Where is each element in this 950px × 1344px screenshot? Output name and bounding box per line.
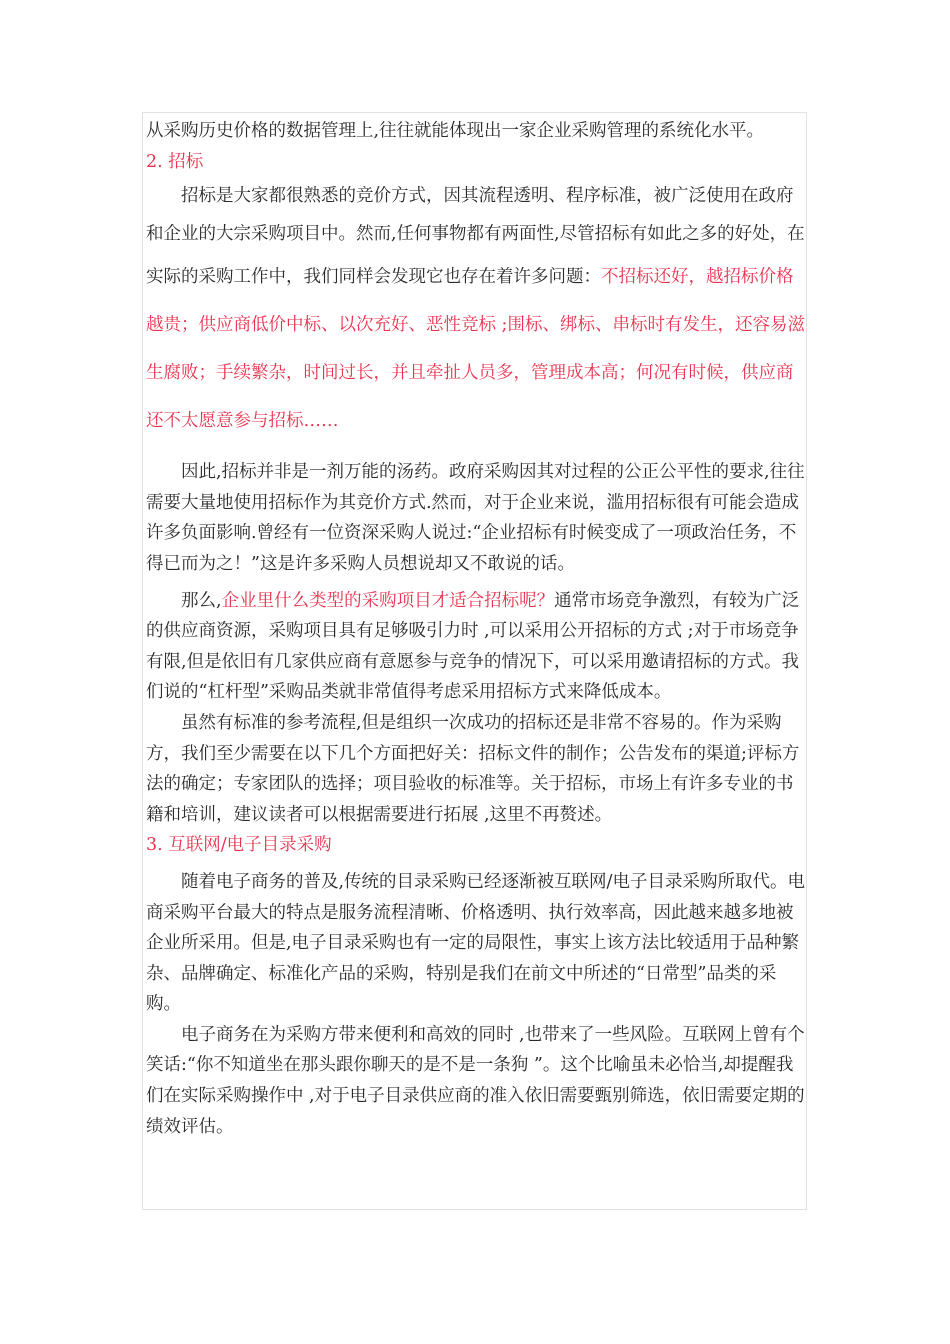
paragraph-suitable-projects [146,586,808,708]
bidding-problems-text: 不招标还好，越招标价格越贵；供应商低价中标、以次充好、恶性竞标 ;围标、绑标、串标时有发生，还容易滋生腐败；手续繁杂，时间过长，并且牵扯人员多，管理成本高；何况有时候，供应商还不太愿意参与招标…… [146,267,805,432]
paragraph-ecatalog-risk: 电子商务在为采购方带来便利和高效的同时 ,也带来了一些风险。互联网上曾有个笑话:“你不知道坐在那头跟你聊天的是不是一条狗 ”。这个比喻虽未必恰当,却提醒我们在实际采购操作中 ,对于电子目录供应商的准入依旧需要甄别筛选，依旧需要定期的绩效评估。 [146,1024,805,1137]
paragraph-bidding-process: 虽然有标准的参考流程,但是组织一次成功的招标还是非常不容易的。作为采购方，我们至少需要在以下几个方面把好关：招标文件的制作；公告发布的渠道;评标方法的确定；专家团队的选择；项目验收的标准等。关于招标，市场上有许多专业的书籍和培训，建议读者可以根据需要进行拓展 ,这里不再赘述。 [146,712,800,825]
bidding-intro-text: 招标是大家都很熟悉的竞价方式，因其流程透明、程序标准，被广泛使用在政府和企业的大宗采购项目中。然而,任何事物都有两面性,尽管招标有如此之多的好处，在实际的采购工作中，我们同样会发现它也存在着许多问题： [146,186,805,288]
suitable-answer: 为广泛的供应商资源，采购项目具有足够吸引力时 ,可以采用公开招标的方式 ;对于市场竞争有限,但是依旧有几家供应商有意愿参与竞争的情况下，可以采用邀请招标的方式。我们说的“杠杆型”采购品类就非常值得考虑采用招标方式来降低成本。 [146,590,800,703]
paragraph-history-price: 从采购历史价格的数据管理上,往往就能体现出一家企业采购管理的系统化水平。 [146,121,765,141]
document-body [146,116,808,1142]
suitable-question: 企业里什么类型的采购项目才适合招标呢？ [221,590,555,611]
suitable-lead: 那么, [181,590,222,611]
paragraph-bidding-intro [146,177,808,445]
paragraph-ecatalog-intro: 随着电子商务的普及,传统的目录采购已经逐渐被互联网/电子目录采购所取代。电商采购平台最大的特点是服务流程清晰、价格透明、执行效率高，因此越来越多地被企业所采用。但是,电子目录采购也有一定的局限性，事实上该方法比较适用于品种繁杂、品牌确定、标准化产品的采购，特别是我们在前文中所述的“日常型”品类的采购。 [146,871,805,1015]
paragraph-bidding-not-panacea: 因此,招标并非是一剂万能的汤药。政府采购因其对过程的公正公平性的要求,往往需要大量地使用招标作为其竞价方式.然而，对于企业来说，滥用招标很有可能会造成许多负面影响.曾经有一位资深采购人说过:“企业招标有时候变成了一项政治任务，不得已而为之！”这是许多采购人员想说却又不敢说的话。 [146,462,805,574]
suitable-answer-start: 通常市场竞争激烈，有较 [554,590,747,611]
heading-ecatalog: 3. 互联网/电子目录采购 [146,835,332,856]
heading-bidding: 2. 招标 [146,151,204,172]
